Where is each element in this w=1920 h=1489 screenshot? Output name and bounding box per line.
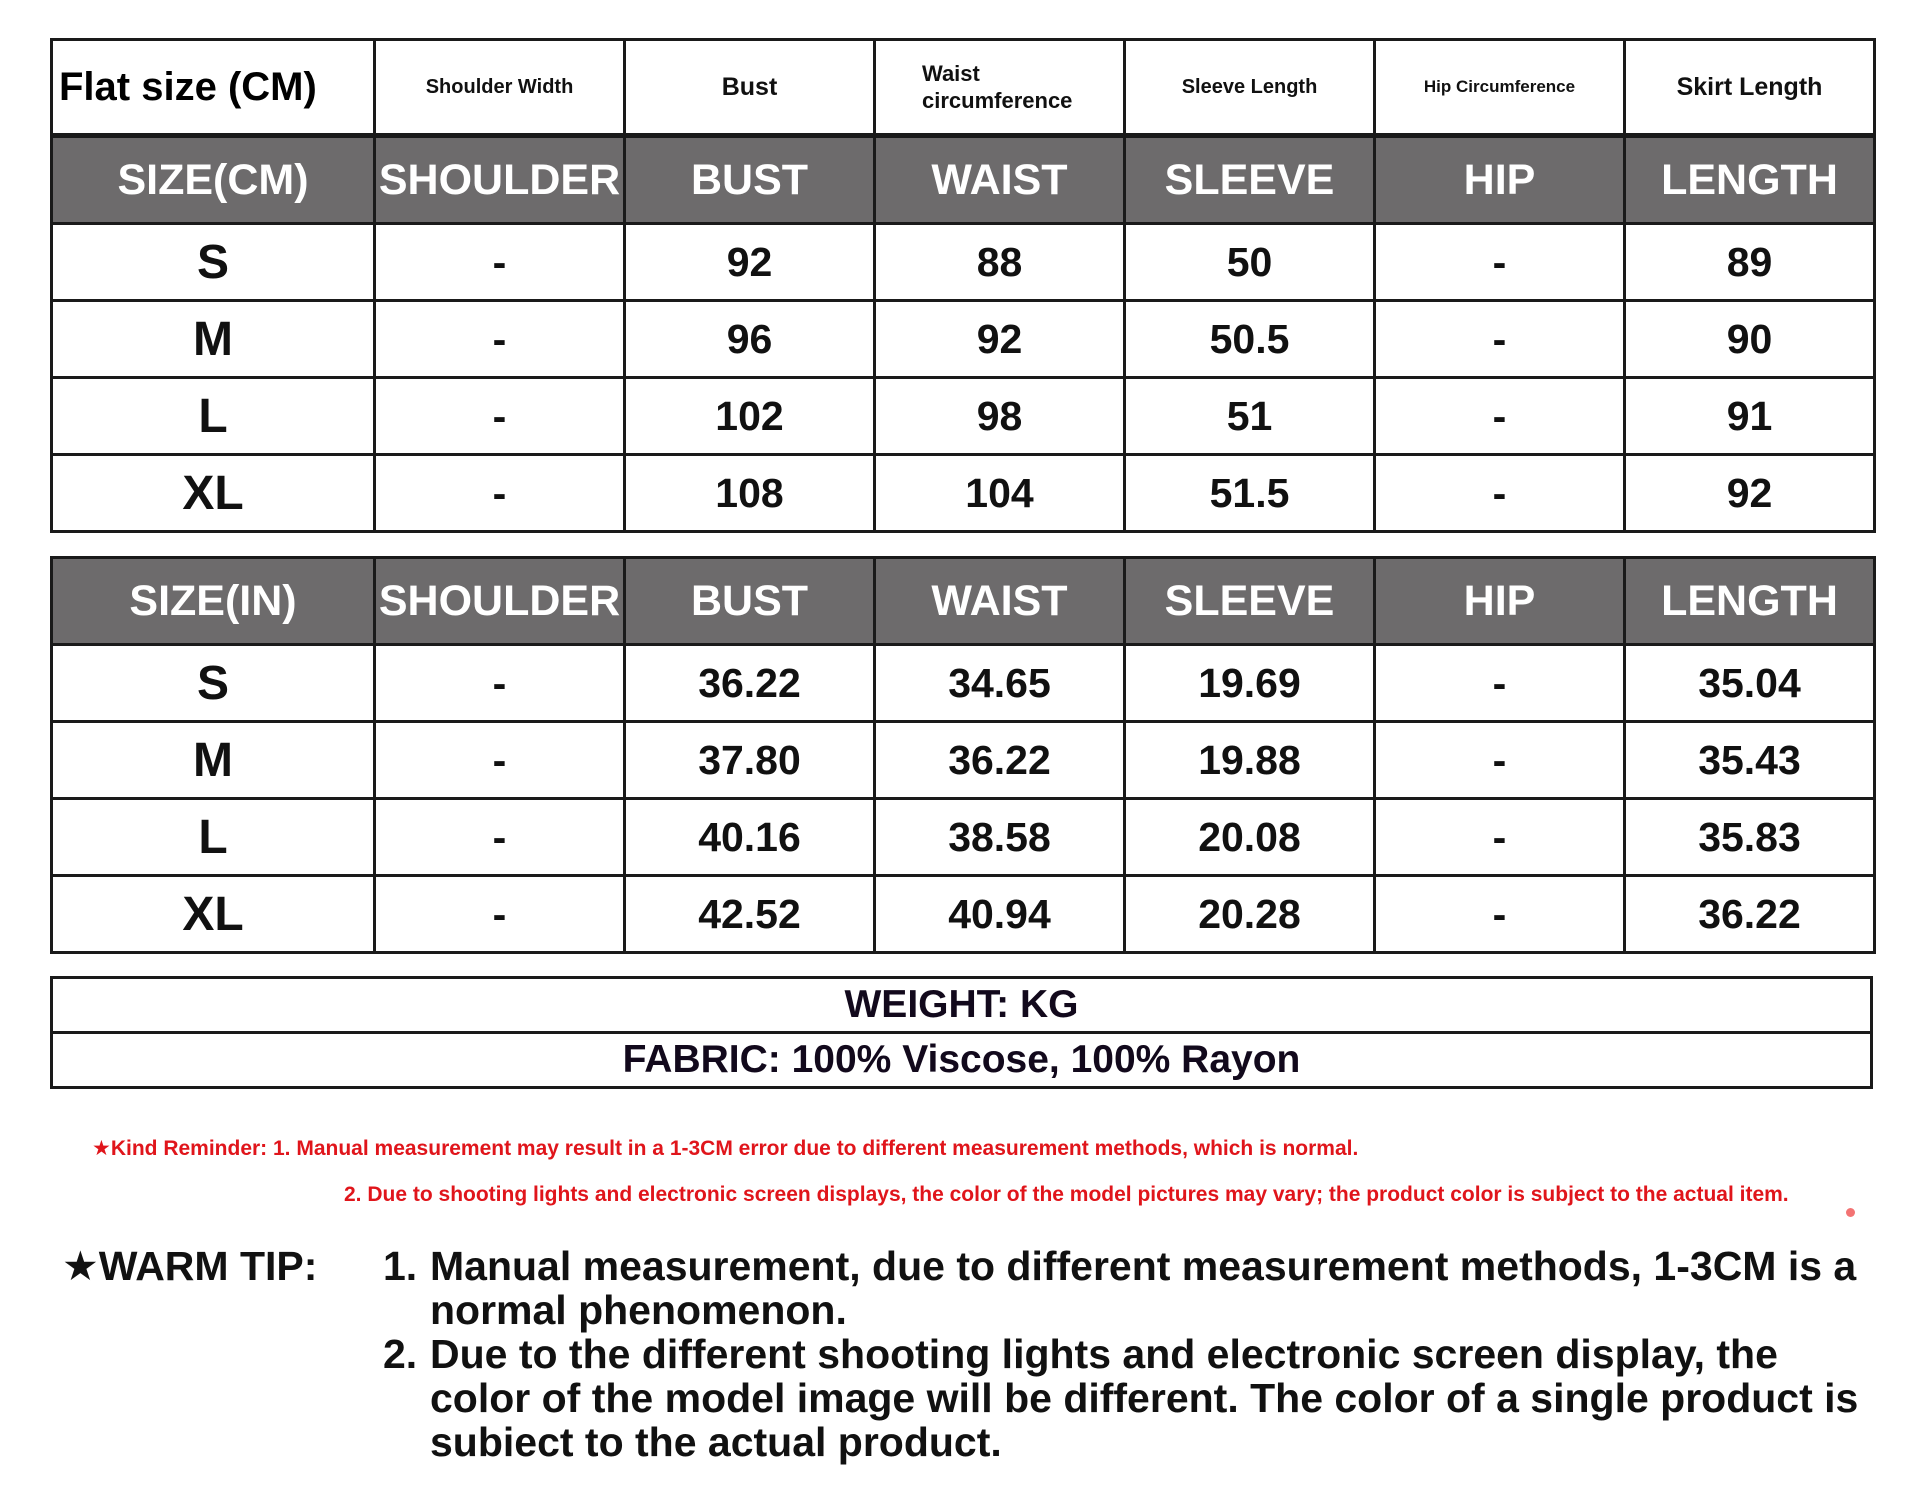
- hip-cell: -: [1375, 876, 1625, 953]
- table-row: [52, 378, 1875, 455]
- hip-cell: -: [1375, 455, 1625, 532]
- shoulder-cell: -: [375, 645, 625, 722]
- table-row: [52, 799, 1875, 876]
- size-table-in: [50, 556, 1876, 954]
- column-header: SHOULDER: [375, 558, 625, 645]
- sleeve-cell: 50.5: [1125, 301, 1375, 378]
- hip-cell: -: [1375, 722, 1625, 799]
- bust-cell: 102: [625, 378, 875, 455]
- waist-cell: 92: [875, 301, 1125, 378]
- sleeve-cell: 51.5: [1125, 455, 1375, 532]
- length-cell: 35.04: [1625, 645, 1875, 722]
- size-cell: XL: [52, 455, 375, 532]
- waist-cell: 98: [875, 378, 1125, 455]
- shoulder-cell: -: [375, 722, 625, 799]
- flat-size-header-table: [50, 38, 1876, 136]
- column-header: HIP: [1375, 137, 1625, 224]
- column-header: LENGTH: [1625, 137, 1875, 224]
- waist-cell: 38.58: [875, 799, 1125, 876]
- shoulder-cell: -: [375, 224, 625, 301]
- table-row: [52, 645, 1875, 722]
- sleeve-length-label: Sleeve Length: [1125, 40, 1375, 135]
- size-cell: M: [52, 301, 375, 378]
- table-row: [52, 301, 1875, 378]
- tip-number: 2.: [383, 1331, 418, 1377]
- sleeve-cell: 19.69: [1125, 645, 1375, 722]
- bust-cell: 40.16: [625, 799, 875, 876]
- waist-cell: 36.22: [875, 722, 1125, 799]
- sleeve-cell: 51: [1125, 378, 1375, 455]
- tip-text: Due to the different shooting lights and electronic screen display, the color of the model image will be different. The color of a single product is subiect to the actual product.: [430, 1331, 1859, 1465]
- size-cell: L: [52, 799, 375, 876]
- column-header: BUST: [625, 137, 875, 224]
- hip-cell: -: [1375, 378, 1625, 455]
- shoulder-cell: -: [375, 799, 625, 876]
- size-cell: XL: [52, 876, 375, 953]
- column-header: WAIST: [875, 558, 1125, 645]
- red-dot-mark: [1846, 1208, 1855, 1217]
- table-row: [52, 224, 1875, 301]
- sleeve-cell: 50: [1125, 224, 1375, 301]
- column-header: WAIST: [875, 137, 1125, 224]
- table-row: [52, 455, 1875, 532]
- shoulder-width-label: Shoulder Width: [375, 40, 625, 135]
- size-cell: S: [52, 645, 375, 722]
- column-header: SLEEVE: [1125, 558, 1375, 645]
- shoulder-cell: -: [375, 378, 625, 455]
- size-table-cm: [50, 135, 1876, 533]
- waist-cell: 104: [875, 455, 1125, 532]
- hip-cell: -: [1375, 301, 1625, 378]
- bust-cell: 108: [625, 455, 875, 532]
- length-cell: 91: [1625, 378, 1875, 455]
- column-header: LENGTH: [1625, 558, 1875, 645]
- length-cell: 35.83: [1625, 799, 1875, 876]
- kind-reminder-line-2: 2. Due to shooting lights and electronic screen displays, the color of the model pictures may vary; the product color is subject to the actual item.: [344, 1183, 1789, 1206]
- weight-info: WEIGHT: KG: [52, 978, 1872, 1033]
- bust-cell: 42.52: [625, 876, 875, 953]
- column-header: SLEEVE: [1125, 137, 1375, 224]
- hip-cell: -: [1375, 799, 1625, 876]
- sleeve-cell: 20.08: [1125, 799, 1375, 876]
- shoulder-cell: -: [375, 455, 625, 532]
- length-cell: 92: [1625, 455, 1875, 532]
- bust-cell: 96: [625, 301, 875, 378]
- bust-cell: 92: [625, 224, 875, 301]
- size-table-in-header: [52, 558, 1875, 645]
- length-cell: 90: [1625, 301, 1875, 378]
- hip-cell: -: [1375, 224, 1625, 301]
- column-header: SIZE(CM): [52, 137, 375, 224]
- waist-cell: 34.65: [875, 645, 1125, 722]
- size-cell: M: [52, 722, 375, 799]
- bust-cell: 36.22: [625, 645, 875, 722]
- column-header: HIP: [1375, 558, 1625, 645]
- waist-cell: 88: [875, 224, 1125, 301]
- length-cell: 89: [1625, 224, 1875, 301]
- size-table-cm-header: [52, 137, 1875, 224]
- hip-cell: -: [1375, 645, 1625, 722]
- product-info-table: [50, 976, 1873, 1089]
- tip-number: 1.: [383, 1243, 418, 1289]
- hip-circumference-label: Hip Circumference: [1375, 40, 1625, 135]
- sleeve-cell: 19.88: [1125, 722, 1375, 799]
- fabric-info: FABRIC: 100% Viscose, 100% Rayon: [52, 1033, 1872, 1088]
- fabric-row: [52, 1033, 1872, 1088]
- skirt-length-label: Skirt Length: [1625, 40, 1875, 135]
- weight-row: [52, 978, 1872, 1033]
- flat-size-title: Flat size (CM): [52, 40, 375, 135]
- flat-size-row: [52, 40, 1875, 135]
- shoulder-cell: -: [375, 301, 625, 378]
- size-cell: S: [52, 224, 375, 301]
- warm-tip-label: ★WARM TIP:: [62, 1243, 318, 1289]
- column-header: BUST: [625, 558, 875, 645]
- tip-text: Manual measurement, due to different measurement methods, 1-3CM is a normal phenomenon.: [430, 1243, 1857, 1333]
- size-cell: L: [52, 378, 375, 455]
- shoulder-cell: -: [375, 876, 625, 953]
- length-cell: 35.43: [1625, 722, 1875, 799]
- kind-reminder-line-1: ★Kind Reminder: 1. Manual measurement may result in a 1-3CM error due to different measurement methods, which is normal.: [92, 1137, 1359, 1160]
- bust-label: Bust: [625, 40, 875, 135]
- bust-cell: 37.80: [625, 722, 875, 799]
- table-row: [52, 876, 1875, 953]
- waist-cell: 40.94: [875, 876, 1125, 953]
- length-cell: 36.22: [1625, 876, 1875, 953]
- sleeve-cell: 20.28: [1125, 876, 1375, 953]
- table-row: [52, 722, 1875, 799]
- column-header: SHOULDER: [375, 137, 625, 224]
- waist-circumference-label: Waist circumference: [875, 40, 1125, 135]
- column-header: SIZE(IN): [52, 558, 375, 645]
